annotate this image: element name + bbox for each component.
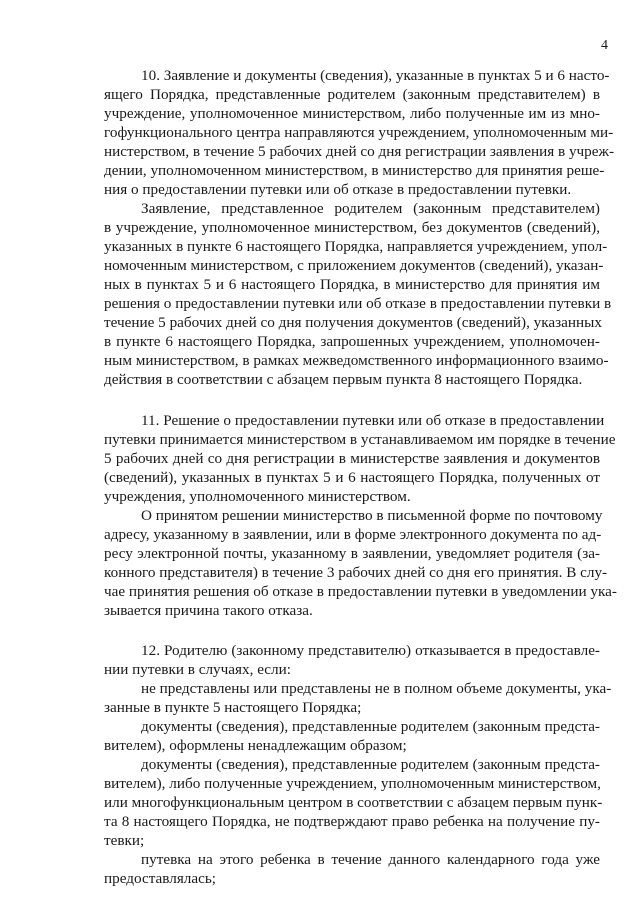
text-line: конного представителя) в течение 3 рабочих дней со дня его принятия. В слу- (104, 564, 608, 581)
text-line: О принятом решении министерство в письменной форме по почтовому (141, 507, 603, 524)
text-line: в учреждение, уполномоченное министерством, без документов (сведений), (104, 219, 600, 236)
text-line: указанных в пункте 6 настоящего Порядка, направляется учреждением, упол- (104, 238, 608, 255)
text-line: действия в соответствии с абзацем первым пункта 8 настоящего Порядка. (104, 371, 583, 388)
text-line: ным министерством, в рамках межведомственного информационного взаимо- (104, 352, 609, 369)
text-line: течение 5 рабочих дней со дня получения документов (сведений), указанных (104, 314, 602, 331)
text-line: чае принятия решения об отказе в предоставлении путевки в уведомлении ука- (104, 583, 617, 600)
text-line: та 8 настоящего Порядка, не подтверждают право ребенка на получение пу- (104, 813, 600, 830)
text-line: Заявление, представленное родителем (законным представителем) (141, 200, 600, 217)
text-line: ния о предоставлении путевки или об отказе в предоставлении путевки. (104, 181, 572, 198)
text-line: документы (сведения), представленные родителем (законным предста- (141, 718, 600, 735)
text-line: не представлены или представлены не в полном объеме документы, ука- (141, 680, 612, 697)
text-line: ящего Порядка, представленные родителем (законным представителем) в (104, 86, 600, 103)
text-line: 5 рабочих дней со дня регистрации в министерстве заявления и документов (104, 450, 600, 467)
text-line: адресу, указанному в заявлении, или в форме электронного документа по ад- (104, 526, 602, 543)
text-line: (сведений), указанных в пунктах 5 и 6 настоящего Порядка, полученных от (104, 469, 600, 486)
text-line: вителем), либо полученные учреждением, уполномоченным министерством, (104, 775, 601, 792)
text-line: нистерством, в течение 5 рабочих дней со дня регистрации заявления в учреж- (104, 143, 615, 160)
text-line: или многофункциональным центром в соответствии с абзацем первым пунк- (104, 794, 603, 811)
text-line: учреждения, уполномоченного министерством. (104, 488, 411, 505)
text-line: предоставлялась; (104, 870, 217, 887)
text-line: гофункционального центра направляются учреждением, уполномоченным ми- (104, 124, 614, 141)
text-line: 11. Решение о предоставлении путевки или об отказе в предоставлении (141, 412, 605, 429)
text-line: занные в пункте 5 настоящего Порядка; (104, 699, 362, 716)
page-number: 4 (601, 38, 608, 53)
text-line: дении, уполномоченном министерством, в министерство для принятия реше- (104, 162, 605, 179)
text-line: ресу электронной почты, указанному в заявлении, уведомляет родителя (за- (104, 545, 600, 562)
text-line: учреждение, уполномоченное министерством, либо полученные им из мно- (104, 105, 600, 122)
text-line: решения о предоставлении путевки или об отказе в предоставлении путевки в (104, 295, 612, 312)
text-line: нии путевки в случаях, если: (104, 661, 291, 678)
text-line: в пункте 6 настоящего Порядка, запрошенных учреждением, уполномочен- (104, 333, 600, 350)
text-line: тевки; (104, 832, 145, 849)
text-line: зывается причина такого отказа. (104, 602, 313, 619)
text-line: номоченным министерством, с приложением документов (сведений), указан- (104, 257, 604, 274)
text-line: 10. Заявление и документы (сведения), указанные в пунктах 5 и 6 насто- (141, 67, 610, 84)
text-line: вителем), оформлены ненадлежащим образом; (104, 737, 407, 754)
text-line: документы (сведения), представленные родителем (законным предста- (141, 756, 600, 773)
text-line: ных в пунктах 5 и 6 настоящего Порядка, в министерство для принятия им (104, 276, 600, 293)
text-line: путевка на этого ребенка в течение данного календарного года уже (141, 851, 600, 868)
text-line: 12. Родителю (законному представителю) отказывается в предоставле- (141, 642, 600, 659)
text-line: путевки принимается министерством в устанавливаемом им порядке в течение (104, 431, 616, 448)
